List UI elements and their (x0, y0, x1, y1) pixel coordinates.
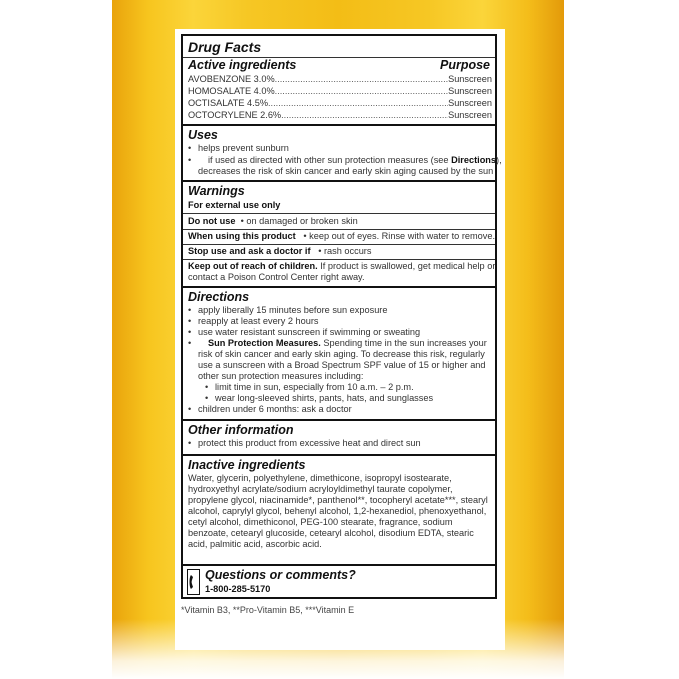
uses-item: • helps prevent sunburn (188, 143, 279, 154)
stop-use: Stop use and ask a doctor if • rash occurs (188, 246, 372, 256)
section-divider (183, 419, 495, 421)
do-not-use: Do not use • on damaged or broken skin (188, 216, 358, 226)
phone-icon (187, 569, 200, 595)
warnings-heading: Warnings (188, 184, 245, 198)
inactive-ingredients-line: acid, palmitic acid, ascorbic acid. (188, 539, 322, 549)
directions-item: • reapply at least every 2 hours (188, 316, 309, 327)
uses-heading: Uses (188, 128, 218, 142)
directions-subitem: • limit time in sun, especially from 10 a.m. – 2 p.m. (205, 382, 404, 393)
purpose-heading: Purpose (439, 58, 490, 72)
drug-facts-title: Drug Facts (188, 39, 262, 55)
directions-item: • Sun Protection Measures. Spending time in the sun increases your (188, 338, 467, 349)
active-ingredients-heading: Active ingredients (188, 58, 297, 72)
inactive-ingredients-heading: Inactive ingredients (188, 458, 306, 472)
inactive-ingredients-line: hydroxyethyl acrylate/sodium acryloyldimethyl taurate copolymer, (188, 484, 453, 494)
section-divider (183, 180, 495, 182)
divider (183, 259, 495, 260)
directions-item: • apply liberally 15 minutes before sun exposure (188, 305, 377, 316)
divider (183, 244, 495, 245)
section-divider (183, 124, 495, 126)
drug-facts-panel (181, 34, 502, 599)
section-divider (183, 286, 495, 288)
when-using: When using this product • keep out of eyes. Rinse with water to remove. (188, 231, 496, 241)
inactive-ingredients-line: benzoate, cetearyl glucoside, cetearyl alcohol, disodium EDTA, stearic (188, 528, 474, 538)
uses-item-continued: decreases the risk of skin cancer and early skin aging caused by the sun (198, 166, 494, 176)
inactive-ingredients-line: alcohol, caprylyl glycol, behenyl alcohol, 1,2-hexanediol, phenoxyethanol, (188, 506, 487, 516)
questions-heading: Questions or comments? (205, 568, 356, 582)
divider (183, 213, 495, 214)
footnote: *Vitamin B3, **Pro-Vitamin B5, ***Vitamin E (181, 605, 355, 615)
phone-number: 1-800-285-5170 (205, 584, 271, 594)
directions-item-continued: use a sunscreen with a Broad Spectrum SPF value of 15 or higher and (198, 360, 486, 370)
other-information-item: • protect this product from excessive heat and direct sun (188, 438, 411, 449)
keep-out-of-reach: Keep out of reach of children. If product is swallowed, get medical help or (188, 261, 496, 271)
ingredient-row: AVOBENZONE 3.0% ..... Sunscreen (188, 74, 492, 85)
directions-subitem: • wear long-sleeved shirts, pants, hats, and sunglasses (205, 393, 423, 404)
questions-section (183, 566, 495, 598)
external-use-text: For external use only (188, 200, 281, 210)
inactive-ingredients-line: propylene glycol, niacinamide*, panthenol**, tocopheryl acetate***, stearyl (188, 495, 488, 505)
inactive-ingredients-line: cetyl alcohol, dimethiconol, PEG-100 stearate, fragrance, sodium (188, 517, 453, 527)
ingredient-row: OCTOCRYLENE 2.6% ..... Sunscreen (188, 110, 492, 121)
divider (183, 229, 495, 230)
uses-item: • if used as directed with other sun protection measures (see Directions), (188, 155, 482, 166)
keep-out-of-reach-continued: contact a Poison Control Center right away. (188, 272, 365, 282)
directions-heading: Directions (188, 290, 250, 304)
ingredient-row: HOMOSALATE 4.0% ..... Sunscreen (188, 86, 492, 97)
directions-item-continued: other sun protection measures including: (198, 371, 364, 381)
other-information-heading: Other information (188, 423, 294, 437)
section-divider (183, 454, 495, 456)
directions-item-continued: risk of skin cancer and early skin aging. To decrease this risk, regularly (198, 349, 485, 359)
inactive-ingredients-line: Water, glycerin, polyethylene, dimethicone, isopropyl isostearate, (188, 473, 452, 483)
ingredient-row: OCTISALATE 4.5% ..... Sunscreen (188, 98, 492, 109)
directions-item: • children under 6 months: ask a doctor (188, 404, 342, 415)
directions-item: • use water resistant sunscreen if swimming or sweating (188, 327, 410, 338)
